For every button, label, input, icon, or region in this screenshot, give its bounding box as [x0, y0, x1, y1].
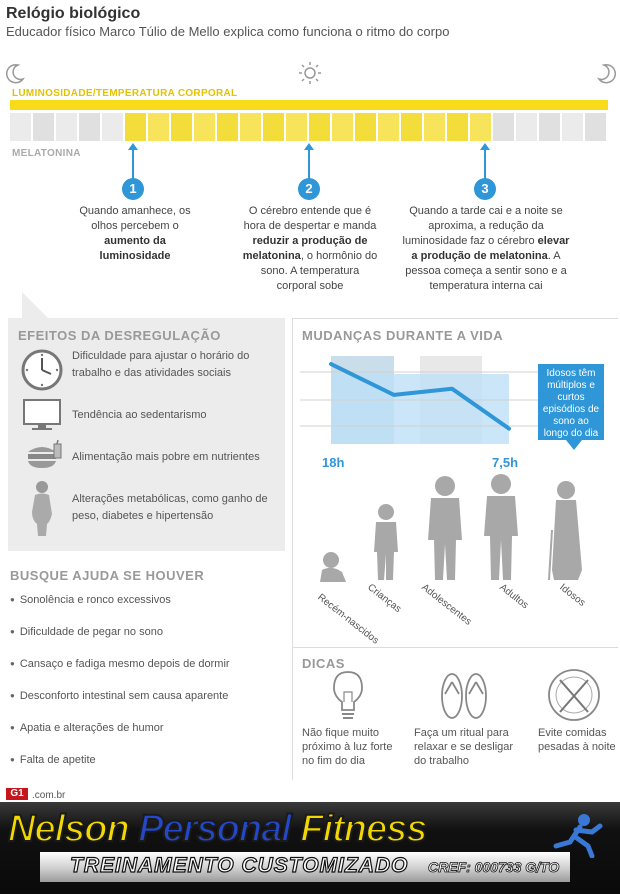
age-group-label: Adultos: [497, 582, 531, 612]
step-description: Quando amanhece, os olhos percebem o aumento da luminosidade: [79, 205, 191, 262]
step-description: O cérebro entende que é hora de despertar e manda reduzir a produção de melatonina, o hormônio do sono. A temperatura corporal sobe: [242, 205, 378, 292]
melatonin-segment: [240, 113, 261, 141]
luminosity-bar: [10, 100, 608, 110]
g1-logo: G1: [6, 788, 28, 800]
list-item: ● Sonolência e ronco excessivos: [10, 594, 171, 606]
melatonin-segment: [217, 113, 238, 141]
section-divider: [292, 647, 618, 648]
baby-silhouette: [320, 552, 346, 582]
melatonin-segment: [516, 113, 537, 141]
banner-name-part: Fitness: [300, 808, 427, 850]
food-icon: [24, 438, 64, 472]
banner-name-part: Nelson: [8, 808, 129, 850]
list-item: ● Dificuldade de pegar no sono: [10, 626, 163, 638]
moon-icon: [596, 62, 618, 84]
melatonin-segment: [171, 113, 192, 141]
tip-text: Faça um ritual para relaxar e se desligar do trabalho: [414, 727, 514, 767]
melatonin-segment: [355, 113, 376, 141]
effect-text: Tendência ao sedentarismo: [72, 409, 207, 421]
melatonin-strip: [10, 113, 608, 141]
page-title: Relógio biológico: [6, 5, 141, 22]
panel-notch: [22, 292, 48, 318]
arrow-up-icon: [480, 143, 490, 150]
melatonin-segment: [539, 113, 560, 141]
tip-text: Evite comidas pesadas à noite: [538, 727, 616, 753]
tips-title: DICAS: [302, 656, 345, 671]
help-title: BUSQUE AJUDA SE HOUVER: [10, 568, 205, 583]
melatonin-segment: [447, 113, 468, 141]
melatonin-segment: [33, 113, 54, 141]
melatonin-segment: [309, 113, 330, 141]
effect-text: Alterações metabólicas, como ganho de peso, diabetes e hipertensão: [72, 493, 268, 522]
list-item: ● Desconforto intestinal sem causa aparente: [10, 690, 228, 702]
age-group-label: Recém-nascidos: [315, 592, 381, 647]
melatonin-segment: [263, 113, 284, 141]
section-divider: [292, 318, 618, 319]
changes-title: MUDANÇAS DURANTE A VIDA: [302, 328, 504, 343]
melatonin-segment: [79, 113, 100, 141]
melatonin-segment: [286, 113, 307, 141]
age-group-label: Idosos: [557, 582, 588, 609]
tip-text: Não fique muito próximo à luz forte no fim do dia: [302, 727, 393, 767]
melatonin-segment: [562, 113, 583, 141]
luminosity-label: LUMINOSIDADE/TEMPERATURA CORPORAL: [12, 88, 238, 99]
arrow-up-icon: [304, 143, 314, 150]
footer-domain: .com.br: [32, 790, 66, 801]
body-icon: [28, 480, 56, 538]
melatonin-segment: [585, 113, 606, 141]
melatonin-segment: [378, 113, 399, 141]
banner-brand-name: [8, 808, 426, 851]
child-silhouette: [374, 504, 398, 580]
lightbulb-icon: [330, 670, 366, 722]
melatonin-segment: [125, 113, 146, 141]
callout-pointer: [566, 440, 582, 450]
melatonin-segment: [401, 113, 422, 141]
melatonin-segment: [424, 113, 445, 141]
effect-text: Alimentação mais pobre em nutrientes: [72, 451, 260, 463]
melatonin-segment: [470, 113, 491, 141]
melatonin-segment: [56, 113, 77, 141]
banner-tagline: TREINAMENTO CUSTOMIZADO: [70, 854, 409, 877]
moon-icon: [4, 62, 26, 84]
step-number: 1: [122, 178, 144, 200]
melatonin-segment: [148, 113, 169, 141]
melatonin-segment: [194, 113, 215, 141]
advertisement-banner[interactable]: [0, 802, 620, 894]
melatonin-segment: [332, 113, 353, 141]
age-group-label: Crianças: [365, 582, 404, 615]
age-group-label: Adolescentes: [419, 582, 474, 628]
list-item: ● Falta de apetite: [10, 754, 96, 766]
callout-box: Idosos têm múltiplos e curtos episódios de sono ao longo do dia: [538, 364, 604, 440]
clock-icon: [20, 348, 64, 392]
plate-icon: [544, 668, 604, 722]
monitor-icon: [22, 398, 62, 432]
end-label: 7,5h: [492, 455, 519, 470]
step-description: Quando a tarde cai e a noite se aproxima, a redução da luminosidade faz o cérebro elevar a produção de melatonina. A pessoa começa a sentir sono e a temperatura interna cai: [402, 205, 570, 292]
teen-silhouette: [428, 476, 462, 580]
sandals-icon: [440, 670, 488, 720]
column-divider: [292, 318, 293, 780]
step-number: 2: [298, 178, 320, 200]
elderly-silhouette: [549, 481, 582, 580]
adult-silhouette: [484, 474, 518, 580]
effects-title: EFEITOS DA DESREGULAÇÃO: [18, 328, 221, 343]
start-label: 18h: [322, 455, 345, 470]
melatonin-segment: [102, 113, 123, 141]
list-item: ● Cansaço e fadiga mesmo depois de dormir: [10, 658, 230, 670]
list-item: ● Apatia e alterações de humor: [10, 722, 164, 734]
melatonin-segment: [10, 113, 31, 141]
arrow-up-icon: [128, 143, 138, 150]
banner-cref: CREF: 000733 G/TO: [428, 859, 560, 875]
page-subtitle: Educador físico Marco Túlio de Mello explica como funciona o ritmo do corpo: [6, 24, 450, 39]
people-illustration: [300, 470, 620, 590]
sun-icon: [298, 61, 322, 85]
effect-text: Dificuldade para ajustar o horário do trabalho e das atividades sociais: [72, 350, 250, 379]
melatonin-segment: [493, 113, 514, 141]
step-number: 3: [474, 178, 496, 200]
banner-name-part: Personal: [138, 808, 291, 850]
melatonin-label: MELATONINA: [12, 148, 81, 159]
